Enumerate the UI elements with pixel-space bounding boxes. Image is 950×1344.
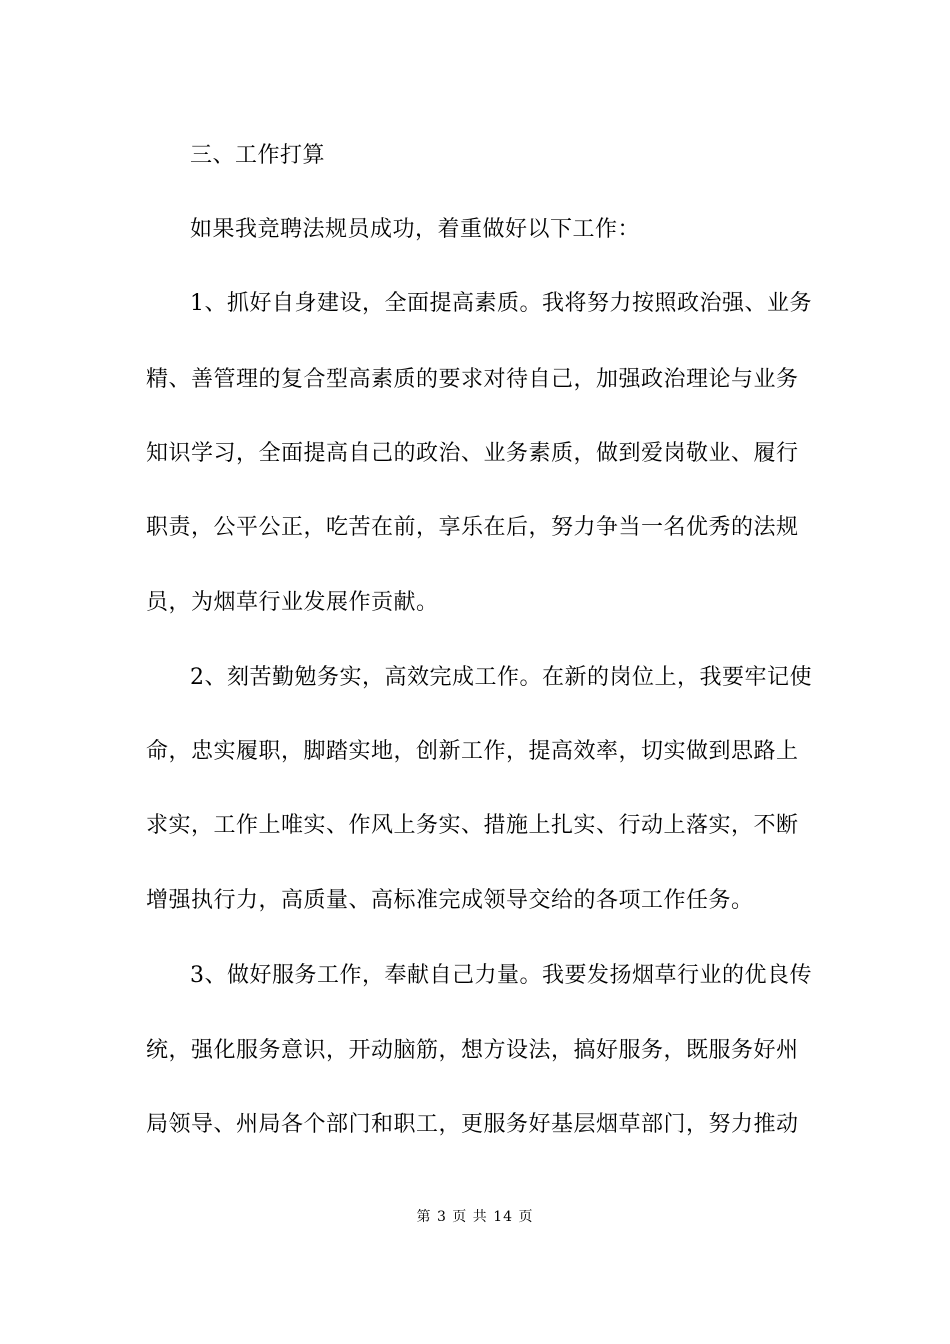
paragraph-line: 员，为烟草行业发展作贡献。 xyxy=(146,590,439,615)
page-footer: 第 3 页 共 14 页 xyxy=(416,1209,534,1225)
paragraph-line: 如果我竞聘法规员成功，着重做好以下工作： xyxy=(190,217,641,242)
paragraph-line: 精、善管理的复合型高素质的要求对待自己，加强政治理论与业务 xyxy=(146,367,799,392)
section-heading: 三、工作打算 xyxy=(190,143,326,168)
paragraph-line: 1、抓好自身建设，全面提高素质。我将努力按照政治强、业务 xyxy=(190,291,812,316)
paragraph-line: 知识学习，全面提高自己的政治、业务素质，做到爱岗敬业、履行 xyxy=(146,441,799,466)
paragraph-line: 2、刻苦勤勉务实，高效完成工作。在新的岗位上，我要牢记使 xyxy=(190,665,812,690)
paragraph-line: 求实，工作上唯实、作风上务实、措施上扎实、行动上落实，不断 xyxy=(146,813,799,838)
paragraph-line: 局领导、州局各个部门和职工，更服务好基层烟草部门，努力推动 xyxy=(146,1112,799,1137)
paragraph-line: 职责，公平公正，吃苦在前，享乐在后，努力争当一名优秀的法规 xyxy=(146,515,799,540)
paragraph-line: 统，强化服务意识，开动脑筋，想方设法，搞好服务，既服务好州 xyxy=(146,1038,799,1063)
paragraph-line: 命，忠实履职，脚踏实地，创新工作，提高效率，切实做到思路上 xyxy=(146,739,799,764)
paragraph-line: 3、做好服务工作，奉献自己力量。我要发扬烟草行业的优良传 xyxy=(190,963,812,988)
paragraph-line: 增强执行力，高质量、高标准完成领导交给的各项工作任务。 xyxy=(146,888,754,913)
